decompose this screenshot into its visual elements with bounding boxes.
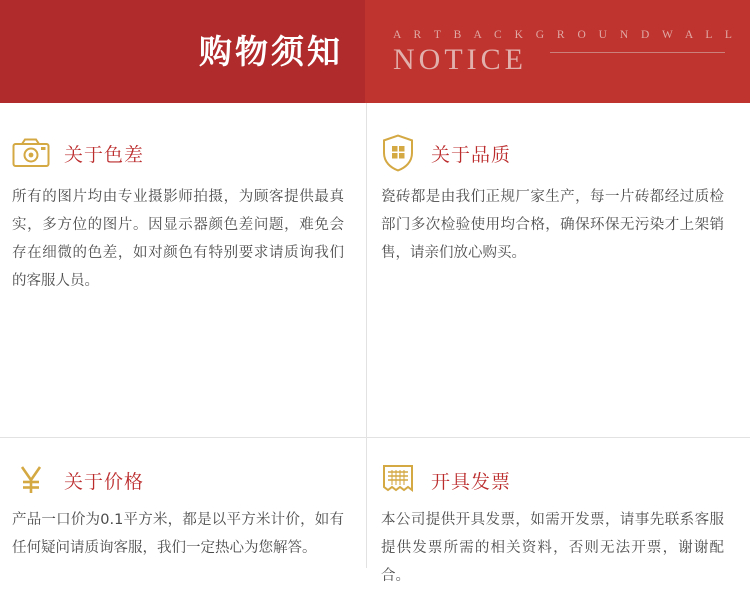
page-title: 购物须知 — [199, 32, 343, 71]
section-body: 瓷砖都是由我们正规厂家生产，每一片砖都经过质检部门多次检验使用均合格，确保环保无污染才上架销售，请亲们放心购买。 — [381, 189, 724, 261]
section-body: 本公司提供开具发票，如需开发票，请事先联系客服提供发票所需的相关资料，否则无法开票，谢谢配合。 — [381, 512, 724, 584]
yen-price-icon — [12, 460, 50, 500]
section-title: 关于价格 — [64, 470, 145, 493]
invoice-icon — [379, 460, 417, 500]
notice-section-invoice — [367, 438, 750, 584]
notice-section-quality — [367, 103, 750, 437]
notice-section-color — [0, 103, 366, 437]
section-header — [367, 103, 750, 177]
section-header — [367, 438, 750, 504]
header-notice-en: NOTICE — [393, 42, 527, 76]
notice-section-price — [0, 438, 366, 568]
section-header — [0, 103, 366, 177]
camera-icon — [12, 133, 50, 173]
section-body: 产品一口价为0.1平方米，都是以平方米计价，如有任何疑问请质询客服，我们一定热心为您解答。 — [12, 512, 344, 556]
section-header — [0, 438, 366, 504]
header-english-block — [365, 0, 750, 103]
shield-quality-icon — [379, 133, 417, 173]
section-title: 关于色差 — [64, 143, 145, 166]
header-title-block — [0, 0, 365, 103]
section-title: 开具发票 — [431, 470, 512, 493]
page-header — [0, 0, 750, 103]
section-title: 关于品质 — [431, 143, 512, 166]
header-divider-line — [550, 52, 725, 53]
notice-grid — [0, 103, 750, 584]
header-subtitle-en: A R T B A C K G R O U N D W A L L — [393, 28, 737, 41]
section-body: 所有的图片均由专业摄影师拍摄，为顾客提供最真实，多方位的图片。因显示器颜色差问题，难免会存在细微的色差，如对颜色有特别要求请质询我们的客服人员。 — [12, 189, 344, 289]
